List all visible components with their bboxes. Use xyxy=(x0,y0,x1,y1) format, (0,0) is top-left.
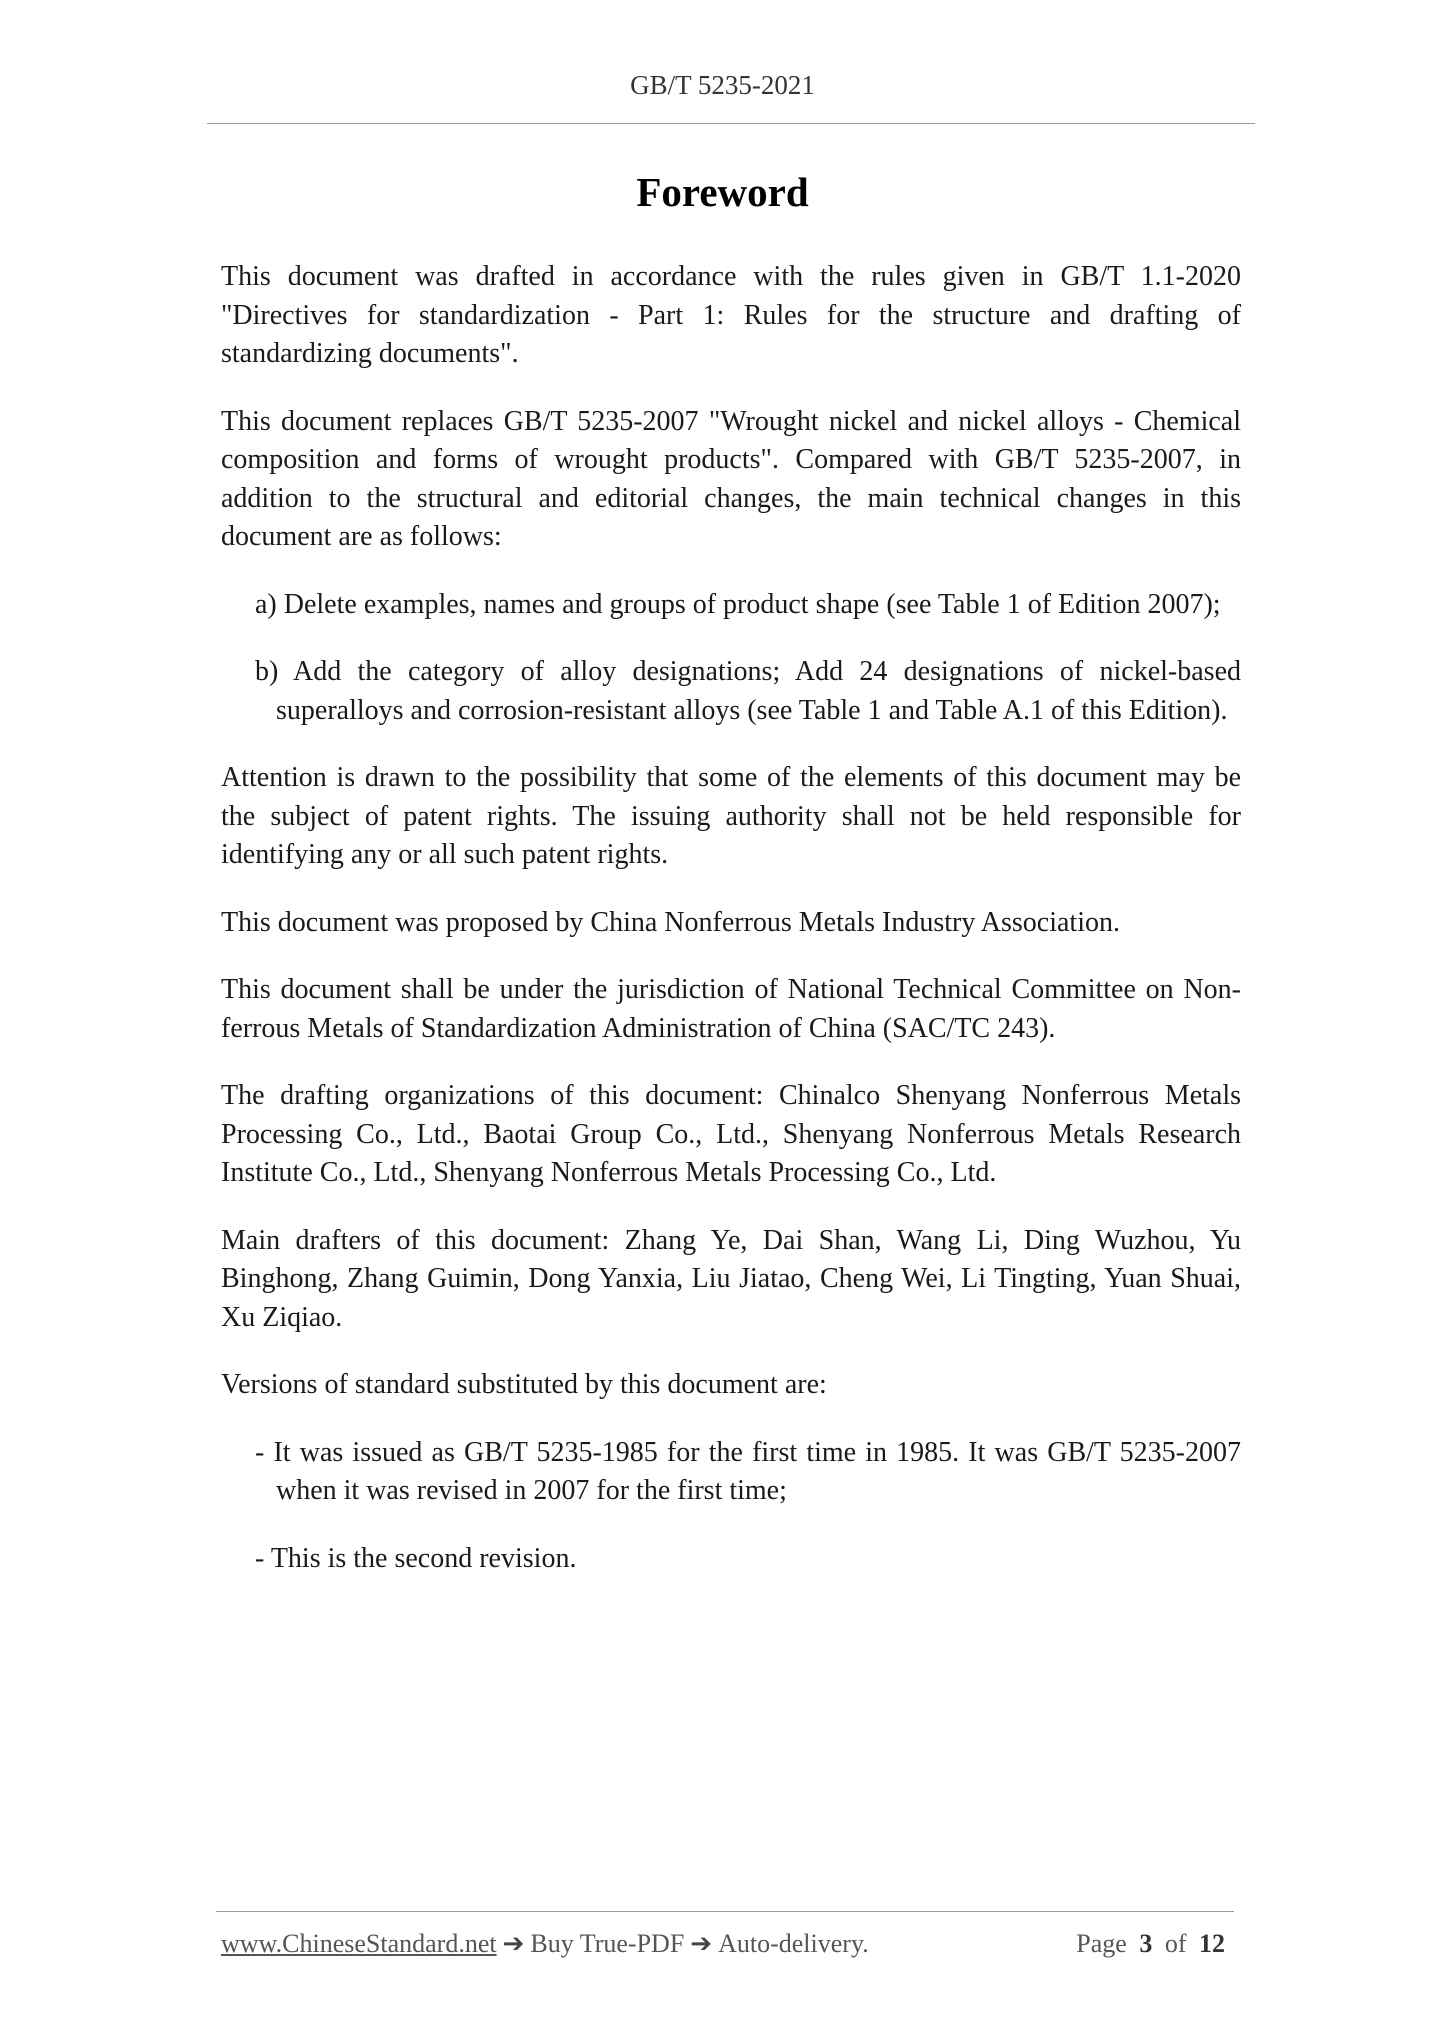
page-total: 12 xyxy=(1199,1929,1225,1958)
page-header: GB/T 5235-2021 xyxy=(630,70,815,100)
paragraph-proposed-by: This document was proposed by China Nonferrous Metals Industry Association. xyxy=(221,906,1120,938)
footer-divider xyxy=(216,1911,1234,1912)
paragraph-replaces: This document replaces GB/T 5235-2007 "Wrought nickel and nickel alloys - Chemical composition and forms of wrought products". Compared with GB/T 5235-2007, in addition to the structural and editorial changes, the main technical changes in this document are as follows: xyxy=(221,405,1241,552)
paragraph-jurisdiction: This document shall be under the jurisdiction of National Technical Committee on Non-ferrous Metals of Standardization Administration of China (SAC/TC 243). xyxy=(221,974,1241,1044)
auto-delivery-text: Auto-delivery. xyxy=(718,1929,869,1958)
page-current: 3 xyxy=(1139,1929,1153,1958)
list-item-first-issue: - It was issued as GB/T 5235-1985 for the first time in 1985. It was GB/T 5235-2007 when it was revised in 2007 for the first time; xyxy=(255,1436,1241,1506)
list-item-b: b) Add the category of alloy designations; Add 24 designations of nickel-based superalloys and corrosion-resistant alloys (see Table 1 and Table A.1 of this Edition). xyxy=(255,656,1241,726)
paragraph-versions: Versions of standard substituted by this document are: xyxy=(221,1369,827,1400)
document-body xyxy=(221,258,1241,1607)
list-item-second-revision: - This is the second revision. xyxy=(255,1542,577,1574)
website-link[interactable]: www.ChineseStandard.net xyxy=(221,1929,497,1958)
buy-pdf-text: Buy True-PDF xyxy=(530,1929,685,1958)
paragraph-patent: Attention is drawn to the possibility that some of the elements of this document may be the subject of patent rights. The issuing authority shall not be held responsible for identifying any or all such patent rights. xyxy=(221,762,1241,870)
page-label: Page xyxy=(1076,1929,1127,1958)
header-divider xyxy=(207,123,1255,124)
paragraph-main-drafters: Main drafters of this document: Zhang Ye, Dai Shan, Wang Li, Ding Wuzhou, Yu Binghong, Zhang Guimin, Dong Yanxia, Liu Jiatao, Cheng Wei, Li Tingting, Yuan Shuai, Xu Ziqiao. xyxy=(221,1224,1241,1333)
page-title: Foreword xyxy=(636,169,809,215)
paragraph-drafting-organizations: The drafting organizations of this document: Chinalco Shenyang Nonferrous Metals Processing Co., Ltd., Baotai Group Co., Ltd., Shenyang Nonferrous Metals Research Institute Co., Ltd., Shenyang Nonferrous Metals Processing Co., Ltd. xyxy=(221,1080,1241,1188)
page-of: of xyxy=(1164,1929,1187,1958)
paragraph-drafting-rules: This document was drafted in accordance with the rules given in GB/T 1.1-2020 "Directives for standardization - Part 1: Rules for the structure and drafting of standardizing documents". xyxy=(221,261,1241,369)
right-arrow-icon: ➔ xyxy=(690,1929,713,1958)
right-arrow-icon: ➔ xyxy=(502,1929,525,1958)
footer-promo xyxy=(221,1929,869,1959)
list-item-a: a) Delete examples, names and groups of product shape (see Table 1 of Edition 2007); xyxy=(255,588,1221,620)
page-number xyxy=(1076,1929,1231,1959)
